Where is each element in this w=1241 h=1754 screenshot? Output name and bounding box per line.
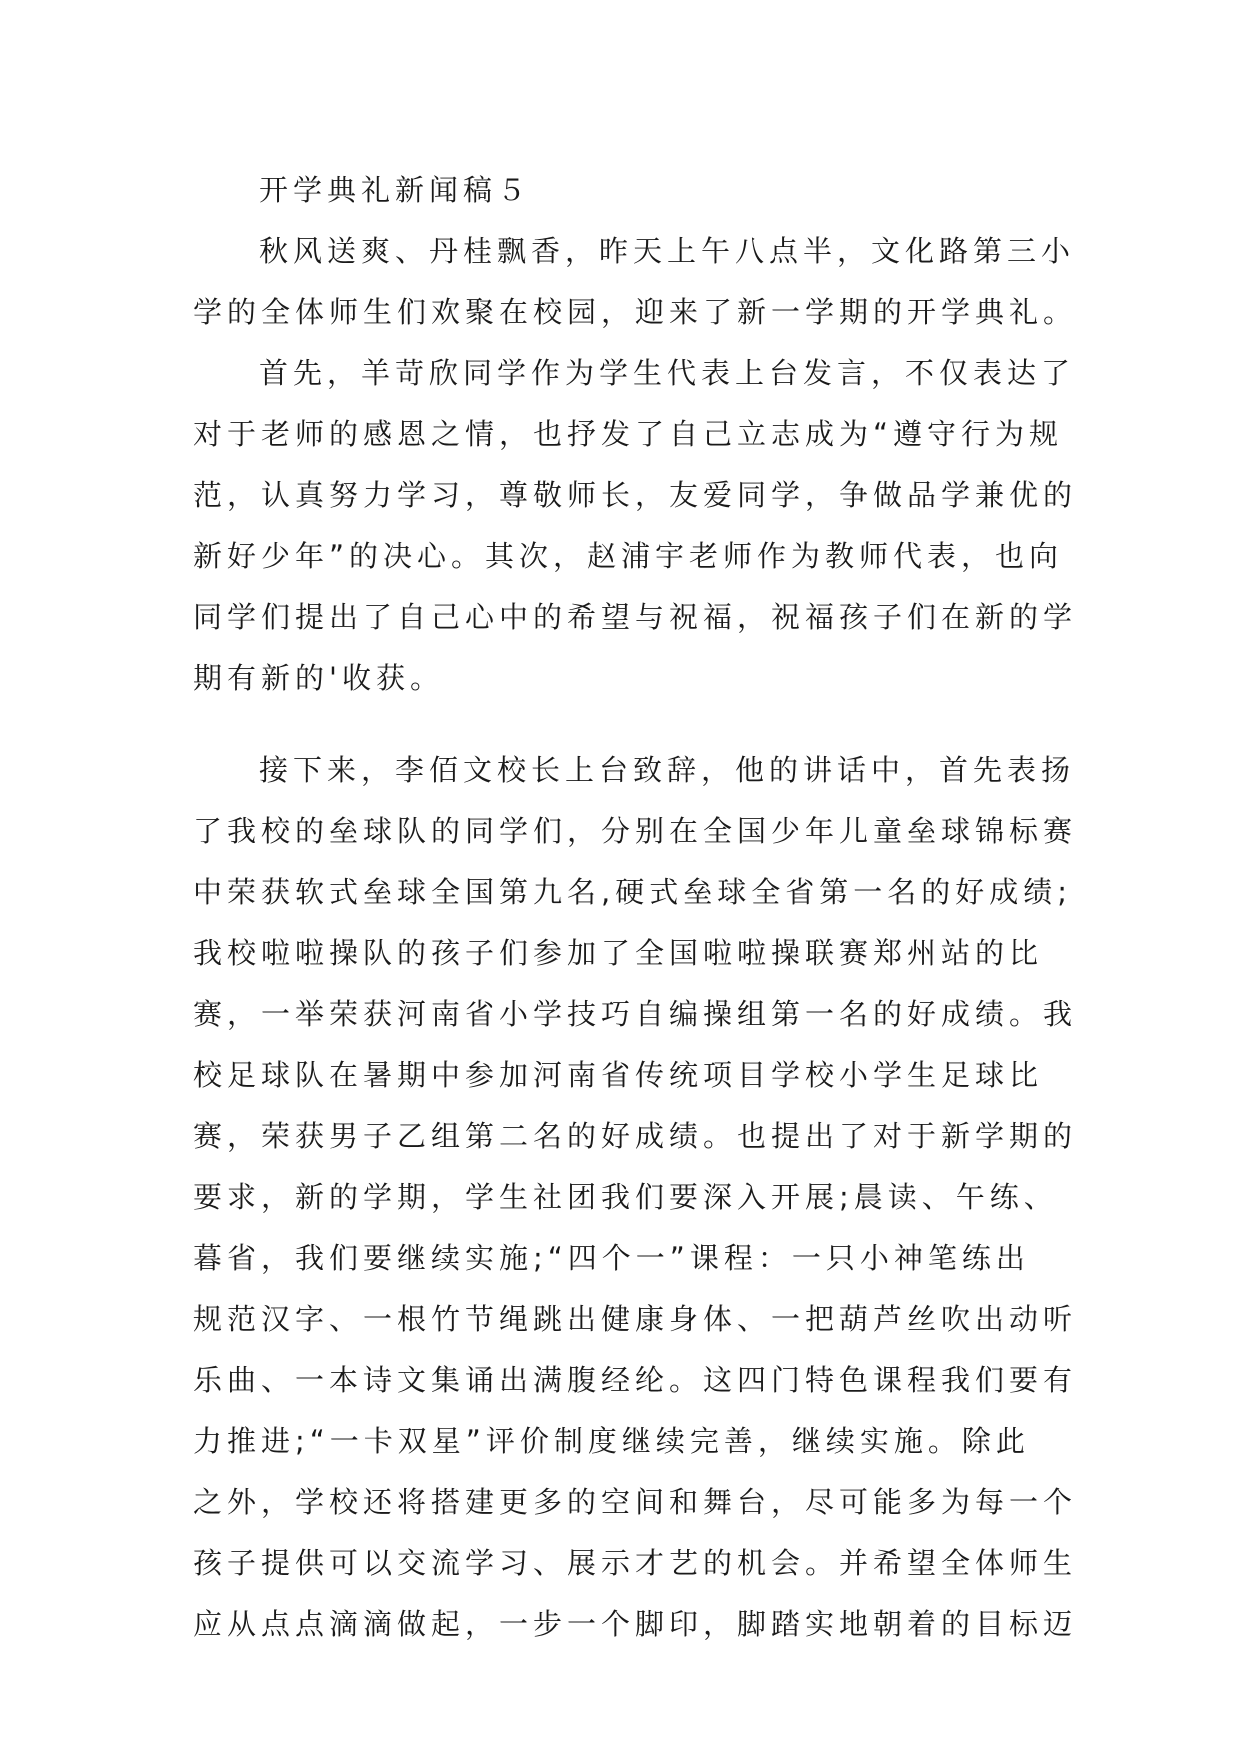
paragraph-line: 首先，羊苛欣同学作为学生代表上台发言，不仅表达了 — [259, 356, 1076, 390]
paragraph-line: 我校啦啦操队的孩子们参加了全国啦啦操联赛郑州站的比 — [193, 936, 1044, 970]
paragraph-3 — [193, 740, 1078, 1655]
paragraph-line: 赛，一举荣获河南省小学技巧自编操组第一名的好成绩。我 — [193, 997, 1078, 1031]
paragraph-line: 规范汉字、一根竹节绳跳出健康身体、一把葫芦丝吹出动听 — [193, 1302, 1078, 1336]
paragraph-2 — [193, 343, 1078, 709]
paragraph-line: 乐曲、一本诗文集诵出满腹经纶。这四门特色课程我们要有 — [193, 1363, 1078, 1397]
document-body — [193, 160, 1078, 1655]
paragraph-line: 秋风送爽、丹桂飘香，昨天上午八点半，文化路第三小 — [259, 234, 1076, 268]
paragraph-line: 赛，荣获男子乙组第二名的好成绩。也提出了对于新学期的 — [193, 1119, 1078, 1153]
paragraph-line: 中荣获软式垒球全国第九名,硬式垒球全省第一名的好成绩; — [193, 875, 1072, 909]
paragraph-line: 要求，新的学期，学生社团我们要深入开展;晨读、午练、 — [193, 1180, 1058, 1214]
paragraph-line: 暮省，我们要继续实施;“四个一”课程：一只小神笔练出 — [193, 1241, 1030, 1275]
paragraph-line: 同学们提出了自己心中的希望与祝福，祝福孩子们在新的学 — [193, 600, 1078, 634]
paragraph-line: 校足球队在暑期中参加河南省传统项目学校小学生足球比 — [193, 1058, 1044, 1092]
paragraph-line: 孩子提供可以交流学习、展示才艺的机会。并希望全体师生 — [193, 1546, 1078, 1580]
paragraph-line: 对于老师的感恩之情，也抒发了自己立志成为“遵守行为规 — [193, 417, 1064, 451]
paragraph-spacer — [193, 709, 1073, 740]
paragraph-1 — [193, 221, 1078, 343]
paragraph-line: 期有新的'收获。 — [193, 661, 444, 695]
paragraph-line: 接下来，李佰文校长上台致辞，他的讲话中，首先表扬 — [259, 753, 1076, 787]
paragraph-line: 之外，学校还将搭建更多的空间和舞台，尽可能多为每一个 — [193, 1485, 1078, 1519]
paragraph-line: 了我校的垒球队的同学们，分别在全国少年儿童垒球锦标赛 — [193, 814, 1078, 848]
paragraph-line: 新好少年”的决心。其次，赵浦宇老师作为教师代表，也向 — [193, 539, 1064, 573]
paragraph-line: 力推进;“一卡双星”评价制度继续完善，继续实施。除此 — [193, 1424, 1030, 1458]
document-title: 开学典礼新闻稿５ — [259, 173, 532, 207]
paragraph-line: 范，认真努力学习，尊敬师长，友爱同学，争做品学兼优的 — [193, 478, 1078, 512]
paragraph-line: 应从点点滴滴做起，一步一个脚印，脚踏实地朝着的目标迈 — [193, 1607, 1078, 1641]
paragraph-line: 学的全体师生们欢聚在校园，迎来了新一学期的开学典礼。 — [193, 295, 1078, 329]
